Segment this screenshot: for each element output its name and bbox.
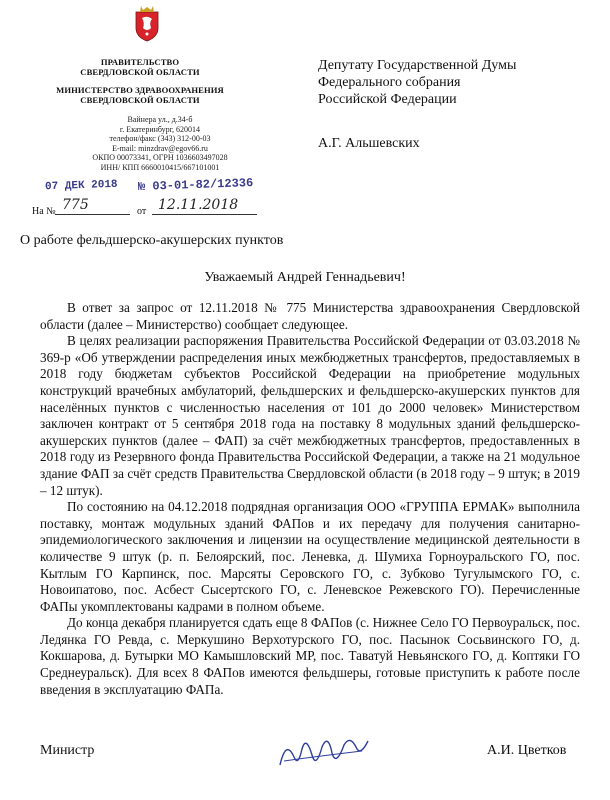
org-line: ПРАВИТЕЛЬСТВО [100, 57, 180, 67]
org-line: МИНИСТЕРСТВО ЗДРАВООХРАНЕНИЯ [56, 85, 224, 95]
reply-from-label: от [137, 206, 147, 217]
reply-from-underline [152, 214, 257, 215]
org-line: СВЕРДЛОВСКОЙ ОБЛАСТИ [80, 67, 200, 77]
stamp-number: № 03-01-82/12336 [137, 175, 254, 195]
address-line: Вайнера ул., д.34-б [127, 115, 193, 124]
reply-to-label: На № [32, 206, 56, 217]
addressee-line: Федерального собрания [318, 75, 461, 90]
body-paragraph: До конца декабря планируется сдать еще 8 ФАПов (с. Нижнее Село ГО Первоуральск, пос. Ледянка ГО Ревда, с. Меркушино Верхотурского ГО, пос. Пасынок Сосьвинского ГО, д. Кокшарова, д. Бутырки МО Камышловский МР, пос. Таватуй Невьянского ГО, д. Коптяки ГО Среднеуральск). Для всех 8 ФАПов имеются фельдшеры, готовые приступить к работе после введения в эксплуатацию ФАПа. [40, 615, 580, 697]
reply-from-date: 12.11.2018 [158, 197, 239, 213]
addressee-name: А.Г. Альшевских [318, 136, 420, 151]
stamp-date: 07 ДЕК 2018 [44, 178, 118, 194]
address-line: г. Екатеринбург, 620014 [119, 124, 201, 134]
body-paragraph: В целях реализации распоряжения Правительства Российской Федерации от 03.03.2018 № 369-р «Об утверждении распределения иных межбюджетных трансфертов, предоставляемых в 2018 году бюджетам субъектов Российской Федерации на приобретение модульных конструкций врачебных амбулаторий, фельдшерских и фельдшерско-акушерских пунктов для населённых пунктов с численностью населения от 101 до 2000 человек» Министерством заключен контракт от 5 сентября 2018 года на поставку 8 модульных зданий фельдшерско-акушерских пунктов (далее – ФАП) за счёт межбюджетных трансфертов, предоставленных в 2018 году из Резервного фонда Правительства Российской Федерации, а также на 21 модульное здание ФАП за счёт средств Правительства Свердловской области (в 2018 году – 9 штук; в 2019 – 12 штук). [40, 333, 580, 498]
handwritten-signature [272, 727, 372, 777]
addressee-line: Депутату Государственной Думы [318, 58, 517, 73]
body-paragraph: По состоянию на 04.12.2018 подрядная организация ООО «ГРУППА ЕРМАК» выполнила поставку, монтаж модульных зданий ФАПов и их передачу для получения санитарно-эпидемиологического заключения и лицензии на осуществление медицинской деятельности в количестве 9 штук (р. п. Белоярский, пос. Леневка, д. Шумиха Горноуральского ГО, пос. Кытлым ГО Карпинск, пос. Марсяты Серовского ГО, с. Зубково Тугулымского ГО, с. Новоипатово, пос. Асбест Сысертского ГО, с. Леневское Режевского ГО). Перечисленные ФАПы укомплектованы кадрами в полном объеме. [40, 499, 580, 614]
org-name-ministry [40, 85, 240, 105]
address-line: ОКПО 00073341, ОГРН 1036603497028 [92, 153, 228, 163]
signatory-name: А.И. Цветков [487, 743, 567, 758]
address-line: E-mail: minzdrav@egov66.ru [112, 143, 208, 153]
org-line: СВЕРДЛОВСКОЙ ОБЛАСТИ [80, 95, 200, 105]
address-line: ИНН/ КПП 6660010415/667101001 [100, 162, 220, 172]
reply-to-number: 775 [62, 197, 89, 213]
address-line: телефон/факс (343) 312-00-03 [109, 134, 211, 144]
letter-body [40, 300, 580, 698]
letter-subject: О работе фельдшерско-акушерских пунктов [20, 233, 284, 248]
addressee-block [318, 57, 588, 152]
signatory-title: Министр [40, 743, 95, 758]
body-paragraph: В ответ за запрос от 12.11.2018 № 775 Министерства здравоохранения Свердловской области (далее – Министерство) сообщает следующее. [40, 300, 580, 332]
org-name-government [40, 57, 240, 77]
salutation: Уважаемый Андрей Геннадьевич! [204, 270, 406, 285]
coat-of-arms-icon [132, 6, 162, 42]
org-address [60, 115, 260, 173]
addressee-line: Российской Федерации [318, 92, 457, 107]
reply-to-underline [55, 214, 130, 215]
